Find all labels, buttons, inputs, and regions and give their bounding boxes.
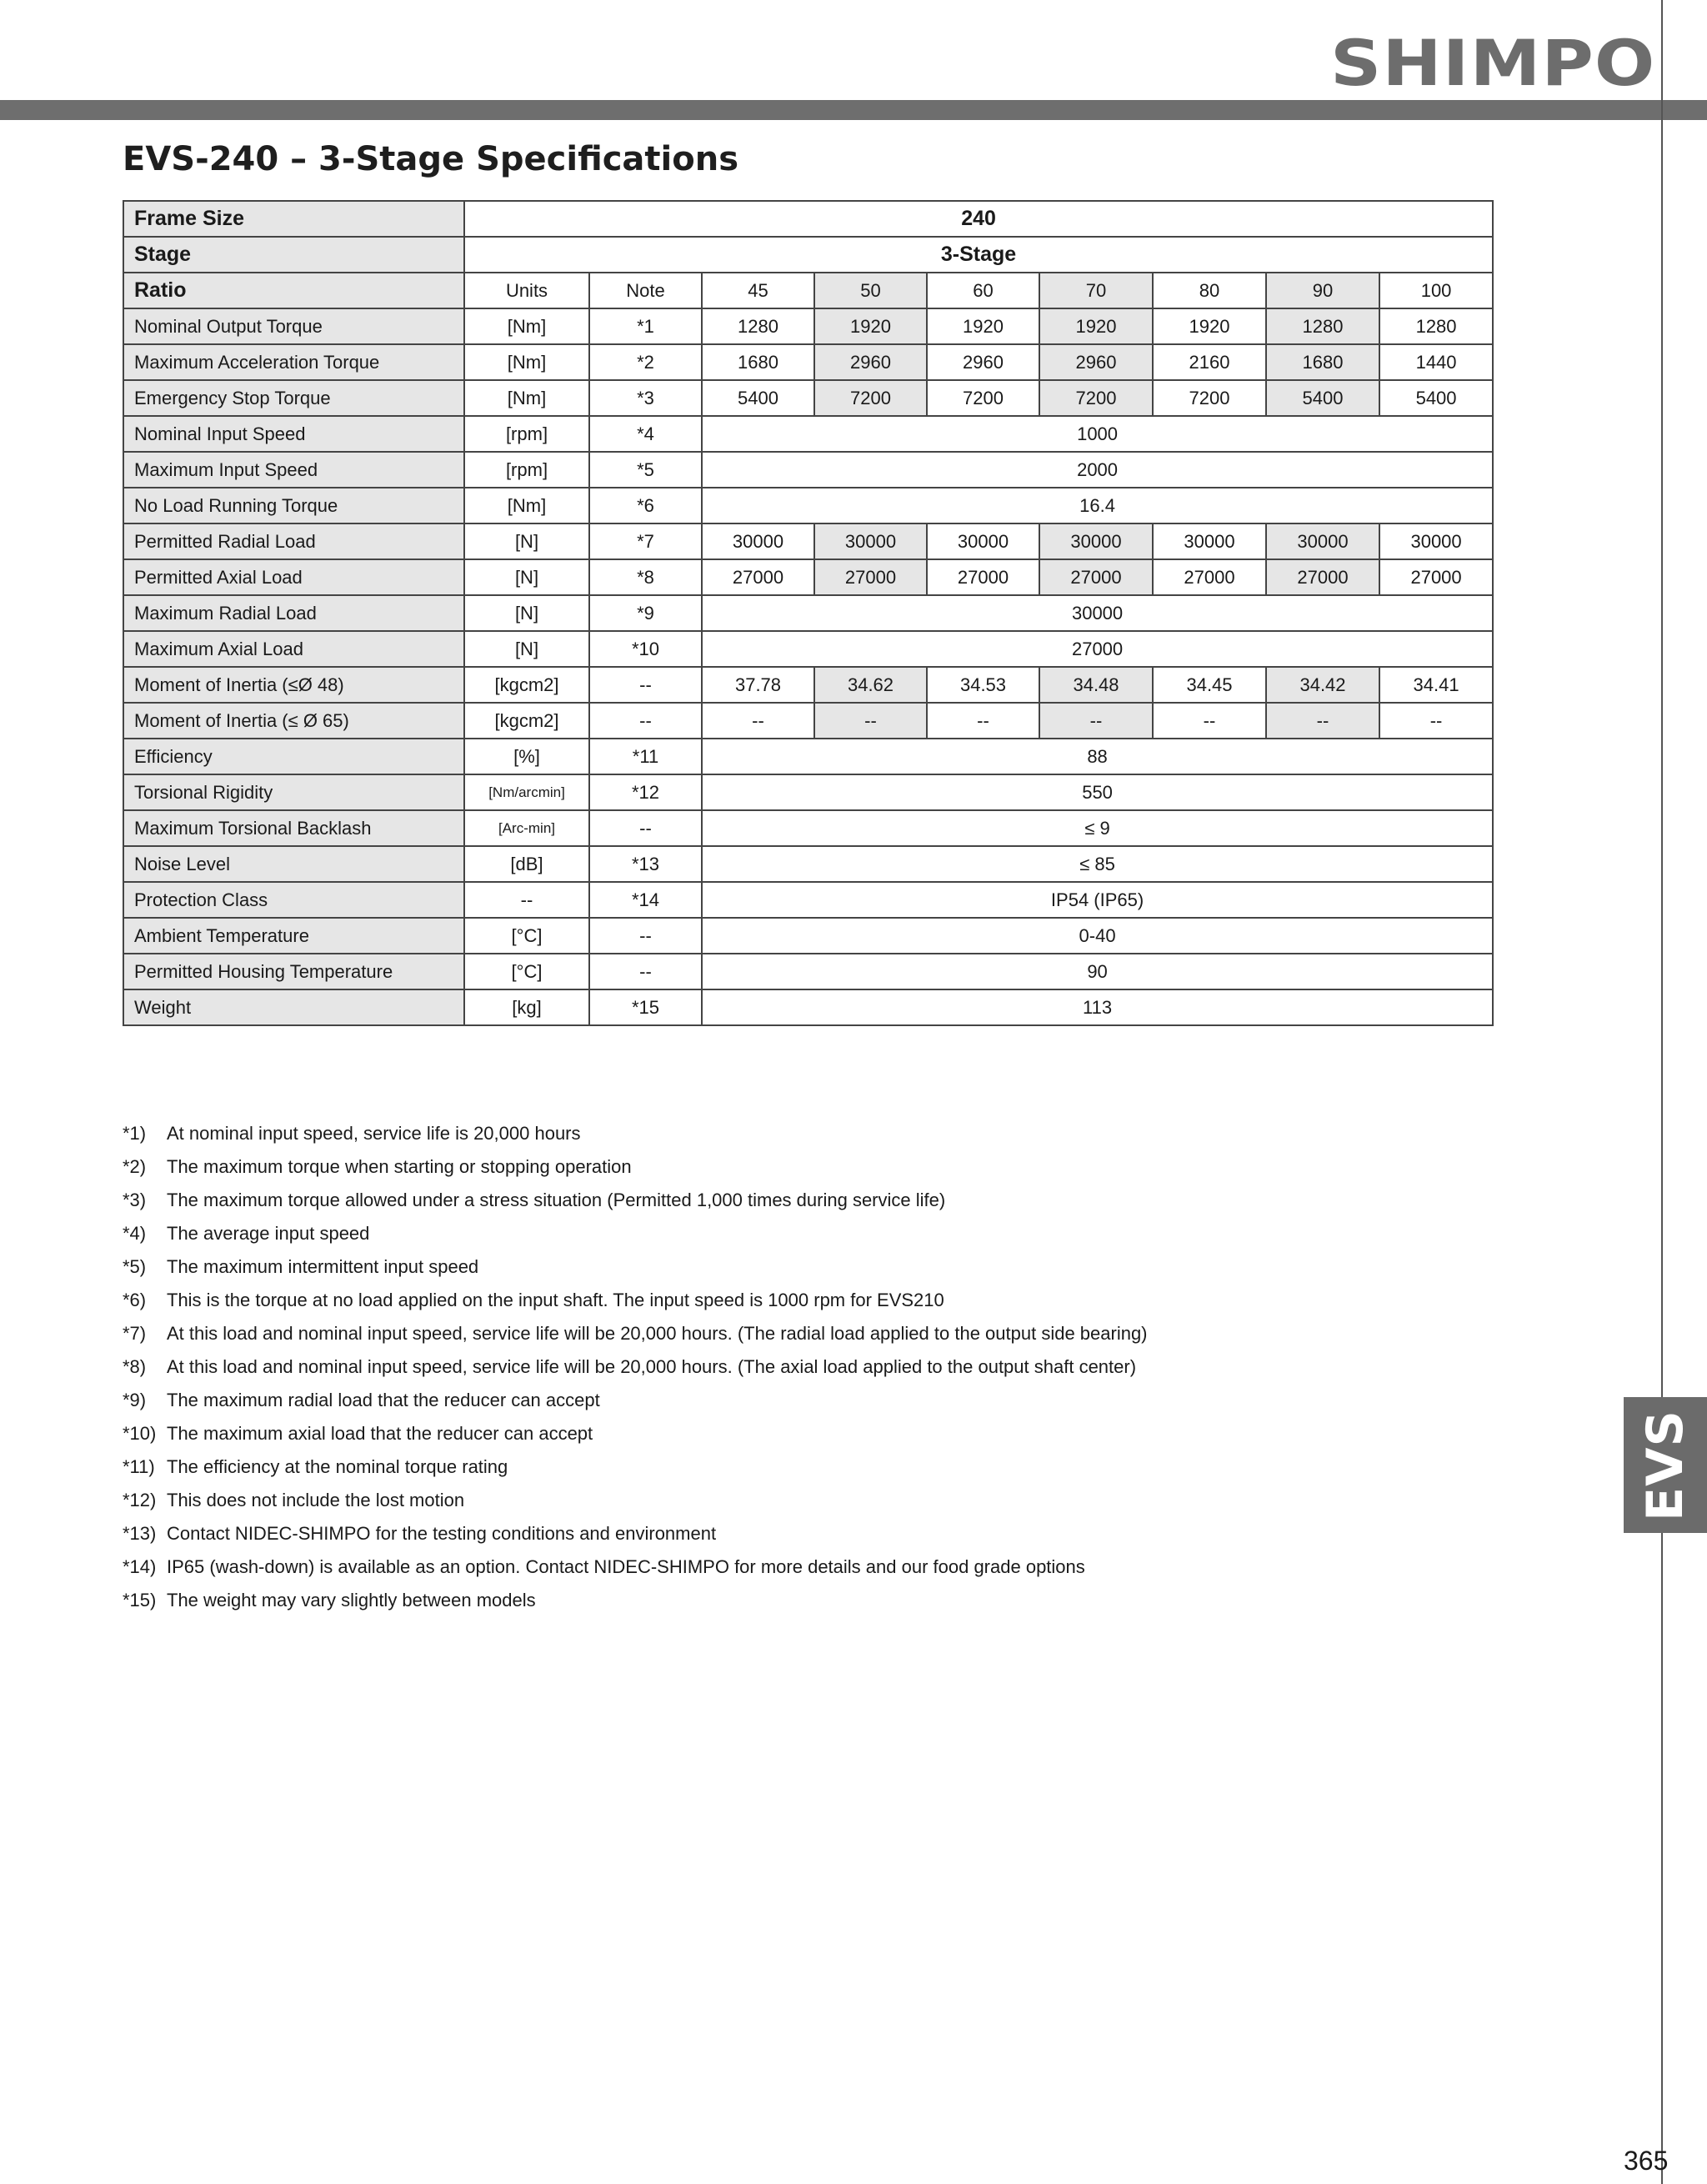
spec-row — [123, 667, 1493, 703]
footnote-text: At nominal input speed, service life is 20,000 hours — [167, 1123, 581, 1144]
side-tab-label: EVS — [1636, 1409, 1695, 1521]
footnote-text: At this load and nominal input speed, service life will be 20,000 hours. (The radial load applied to the output side bearing) — [167, 1323, 1148, 1344]
footnote-number: *13) — [123, 1523, 157, 1544]
ratio-value: 70 — [1039, 273, 1153, 308]
spec-value: 37.78 — [702, 667, 814, 703]
page-title: EVS-240 – 3-Stage Specifications — [123, 140, 739, 178]
spec-value: 1920 — [814, 308, 927, 344]
footnote — [123, 1484, 1148, 1517]
spec-label: Maximum Torsional Backlash — [123, 810, 464, 846]
spec-table — [123, 200, 1494, 1026]
spec-row — [123, 918, 1493, 954]
spec-value: 5400 — [1266, 380, 1379, 416]
spec-value: 30000 — [702, 523, 814, 559]
footnote-text: The maximum intermittent input speed — [167, 1256, 479, 1277]
spec-value: 5400 — [1379, 380, 1493, 416]
spec-label: Nominal Input Speed — [123, 416, 464, 452]
footnote-text: Contact NIDEC-SHIMPO for the testing conditions and environment — [167, 1523, 717, 1544]
spec-row — [123, 774, 1493, 810]
footnote-number: *8) — [123, 1356, 147, 1377]
spec-value: 7200 — [1039, 380, 1153, 416]
spec-value: 30000 — [1153, 523, 1266, 559]
ratio-label: Ratio — [123, 273, 464, 308]
spec-unit: [rpm] — [464, 416, 589, 452]
footnote-number: *15) — [123, 1590, 157, 1610]
spec-value: 30000 — [927, 523, 1039, 559]
spec-label: Maximum Axial Load — [123, 631, 464, 667]
spec-value: 2160 — [1153, 344, 1266, 380]
spec-value: 34.53 — [927, 667, 1039, 703]
spec-value: 30000 — [702, 595, 1493, 631]
spec-value: 1680 — [702, 344, 814, 380]
footnote-number: *3) — [123, 1190, 147, 1210]
spec-value: -- — [1153, 703, 1266, 739]
spec-value: 88 — [702, 739, 1493, 774]
footnote — [123, 1450, 1148, 1484]
spec-unit: [Nm/arcmin] — [464, 774, 589, 810]
spec-value: 2000 — [702, 452, 1493, 488]
spec-unit: [rpm] — [464, 452, 589, 488]
frame-size-label: Frame Size — [123, 201, 464, 237]
spec-value: 113 — [702, 989, 1493, 1025]
spec-note: *3 — [589, 380, 702, 416]
spec-note: *14 — [589, 882, 702, 918]
footnote — [123, 1350, 1148, 1384]
spec-note: *13 — [589, 846, 702, 882]
spec-value: IP54 (IP65) — [702, 882, 1493, 918]
spec-value: 1000 — [702, 416, 1493, 452]
spec-value: 27000 — [1153, 559, 1266, 595]
spec-value: 7200 — [1153, 380, 1266, 416]
spec-note: *11 — [589, 739, 702, 774]
side-tab-evs — [1624, 1397, 1707, 1533]
footnote — [123, 1217, 1148, 1250]
footnote-text: The average input speed — [167, 1223, 370, 1244]
spec-value: 27000 — [1266, 559, 1379, 595]
spec-unit: [°C] — [464, 918, 589, 954]
spec-value: 2960 — [1039, 344, 1153, 380]
spec-value: 1280 — [1379, 308, 1493, 344]
footnote-text: The maximum torque allowed under a stress situation (Permitted 1,000 times during service life) — [167, 1190, 946, 1210]
units-header: Units — [464, 273, 589, 308]
spec-value: 27000 — [1039, 559, 1153, 595]
footnote-text: The maximum axial load that the reducer can accept — [167, 1423, 593, 1444]
footnote — [123, 1417, 1148, 1450]
spec-unit: [kg] — [464, 989, 589, 1025]
footnote-text: IP65 (wash-down) is available as an option. Contact NIDEC-SHIMPO for more details and our food grade options — [167, 1556, 1085, 1577]
spec-value: 1440 — [1379, 344, 1493, 380]
spec-value: 1280 — [1266, 308, 1379, 344]
footnote-text: At this load and nominal input speed, service life will be 20,000 hours. (The axial load applied to the output shaft center) — [167, 1356, 1137, 1377]
spec-value: -- — [927, 703, 1039, 739]
shimpo-logo: SHIMPO — [1330, 26, 1656, 100]
spec-label: Maximum Radial Load — [123, 595, 464, 631]
spec-label: Nominal Output Torque — [123, 308, 464, 344]
spec-value: 0-40 — [702, 918, 1493, 954]
footnote-number: *1) — [123, 1123, 147, 1144]
spec-value: 27000 — [702, 631, 1493, 667]
footnote-number: *2) — [123, 1156, 147, 1177]
spec-value: 2960 — [927, 344, 1039, 380]
spec-note: -- — [589, 918, 702, 954]
spec-unit: [Nm] — [464, 344, 589, 380]
spec-value: 1680 — [1266, 344, 1379, 380]
spec-value: 7200 — [927, 380, 1039, 416]
right-margin-rule — [1661, 0, 1663, 2184]
footnote-number: *10) — [123, 1423, 157, 1444]
spec-value: 1920 — [927, 308, 1039, 344]
spec-label: Maximum Input Speed — [123, 452, 464, 488]
page-number: 365 — [1624, 2146, 1669, 2176]
footnote-number: *12) — [123, 1490, 157, 1510]
spec-note: -- — [589, 667, 702, 703]
footnote — [123, 1250, 1148, 1284]
spec-row — [123, 416, 1493, 452]
spec-value: 16.4 — [702, 488, 1493, 523]
spec-label: Ambient Temperature — [123, 918, 464, 954]
spec-value: 27000 — [702, 559, 814, 595]
spec-note: *1 — [589, 308, 702, 344]
stage-value: 3-Stage — [464, 237, 1493, 273]
footnote — [123, 1150, 1148, 1184]
spec-row — [123, 488, 1493, 523]
spec-value: 1920 — [1153, 308, 1266, 344]
spec-note: *7 — [589, 523, 702, 559]
spec-value: 27000 — [814, 559, 927, 595]
footnote-number: *5) — [123, 1256, 147, 1277]
spec-unit: [N] — [464, 595, 589, 631]
spec-value: 27000 — [927, 559, 1039, 595]
spec-row — [123, 954, 1493, 989]
footnote-text: This is the torque at no load applied on the input shaft. The input speed is 1000 rpm for EVS210 — [167, 1290, 944, 1310]
spec-value: 34.48 — [1039, 667, 1153, 703]
footnote — [123, 1117, 1148, 1150]
spec-note: *4 — [589, 416, 702, 452]
spec-unit: [Nm] — [464, 308, 589, 344]
spec-unit: [Nm] — [464, 380, 589, 416]
spec-row — [123, 631, 1493, 667]
footnote — [123, 1284, 1148, 1317]
footnote-number: *6) — [123, 1290, 147, 1310]
spec-note: -- — [589, 810, 702, 846]
footnote-number: *9) — [123, 1390, 147, 1410]
spec-value: 34.41 — [1379, 667, 1493, 703]
spec-value: 90 — [702, 954, 1493, 989]
spec-row — [123, 989, 1493, 1025]
spec-label: Efficiency — [123, 739, 464, 774]
spec-label: Moment of Inertia (≤Ø 48) — [123, 667, 464, 703]
spec-note: *12 — [589, 774, 702, 810]
spec-value: 7200 — [814, 380, 927, 416]
spec-unit: [N] — [464, 559, 589, 595]
note-header: Note — [589, 273, 702, 308]
spec-value: -- — [1039, 703, 1153, 739]
spec-row — [123, 882, 1493, 918]
spec-label: Weight — [123, 989, 464, 1025]
spec-note: *5 — [589, 452, 702, 488]
spec-note: *9 — [589, 595, 702, 631]
footnote-number: *14) — [123, 1556, 157, 1577]
ratio-value: 45 — [702, 273, 814, 308]
footnote — [123, 1317, 1148, 1350]
spec-row — [123, 308, 1493, 344]
spec-row — [123, 739, 1493, 774]
spec-unit: [dB] — [464, 846, 589, 882]
spec-value: 1920 — [1039, 308, 1153, 344]
spec-unit: [°C] — [464, 954, 589, 989]
spec-value: 1280 — [702, 308, 814, 344]
spec-value: ≤ 9 — [702, 810, 1493, 846]
frame-size-row — [123, 201, 1493, 237]
footnotes — [123, 1117, 1148, 1617]
spec-value: 34.45 — [1153, 667, 1266, 703]
ratio-row — [123, 273, 1493, 308]
stage-row — [123, 237, 1493, 273]
footnote-number: *4) — [123, 1223, 147, 1244]
spec-value: 2960 — [814, 344, 927, 380]
spec-label: Maximum Acceleration Torque — [123, 344, 464, 380]
spec-label: Emergency Stop Torque — [123, 380, 464, 416]
spec-row — [123, 344, 1493, 380]
footnote-text: The weight may vary slightly between models — [167, 1590, 536, 1610]
frame-size-value: 240 — [464, 201, 1493, 237]
spec-note: -- — [589, 703, 702, 739]
spec-label: Torsional Rigidity — [123, 774, 464, 810]
footnote — [123, 1384, 1148, 1417]
ratio-value: 90 — [1266, 273, 1379, 308]
spec-note: *15 — [589, 989, 702, 1025]
stage-label: Stage — [123, 237, 464, 273]
footnote-text: The efficiency at the nominal torque rating — [167, 1456, 508, 1477]
spec-note: *6 — [589, 488, 702, 523]
spec-value: 30000 — [814, 523, 927, 559]
spec-row — [123, 523, 1493, 559]
spec-row — [123, 595, 1493, 631]
spec-value: 27000 — [1379, 559, 1493, 595]
spec-value: 30000 — [1379, 523, 1493, 559]
spec-value: -- — [1266, 703, 1379, 739]
spec-note: -- — [589, 954, 702, 989]
spec-note: *10 — [589, 631, 702, 667]
spec-label: Permitted Housing Temperature — [123, 954, 464, 989]
spec-row — [123, 703, 1493, 739]
spec-row — [123, 846, 1493, 882]
spec-value: 550 — [702, 774, 1493, 810]
spec-note: *2 — [589, 344, 702, 380]
spec-value: -- — [1379, 703, 1493, 739]
spec-row — [123, 559, 1493, 595]
spec-unit: [Arc-min] — [464, 810, 589, 846]
ratio-value: 50 — [814, 273, 927, 308]
footnote-number: *11) — [123, 1456, 155, 1477]
footnote — [123, 1184, 1148, 1217]
spec-value: 30000 — [1039, 523, 1153, 559]
spec-row — [123, 452, 1493, 488]
spec-value: 30000 — [1266, 523, 1379, 559]
spec-value: -- — [814, 703, 927, 739]
spec-label: Moment of Inertia (≤ Ø 65) — [123, 703, 464, 739]
spec-unit: [N] — [464, 631, 589, 667]
ratio-value: 80 — [1153, 273, 1266, 308]
footnote-text: The maximum torque when starting or stopping operation — [167, 1156, 632, 1177]
spec-value: 5400 — [702, 380, 814, 416]
footnote — [123, 1550, 1148, 1584]
spec-label: No Load Running Torque — [123, 488, 464, 523]
footnote-text: The maximum radial load that the reducer can accept — [167, 1390, 600, 1410]
spec-unit: -- — [464, 882, 589, 918]
spec-value: ≤ 85 — [702, 846, 1493, 882]
footnote — [123, 1584, 1148, 1617]
spec-label: Noise Level — [123, 846, 464, 882]
spec-unit: [kgcm2] — [464, 703, 589, 739]
spec-value: 34.62 — [814, 667, 927, 703]
footnote-number: *7) — [123, 1323, 147, 1344]
ratio-value: 60 — [927, 273, 1039, 308]
spec-unit: [kgcm2] — [464, 667, 589, 703]
spec-value: -- — [702, 703, 814, 739]
spec-unit: [%] — [464, 739, 589, 774]
spec-label: Protection Class — [123, 882, 464, 918]
footnote-text: This does not include the lost motion — [167, 1490, 465, 1510]
spec-unit: [N] — [464, 523, 589, 559]
spec-row — [123, 380, 1493, 416]
spec-unit: [Nm] — [464, 488, 589, 523]
footnote — [123, 1517, 1148, 1550]
spec-row — [123, 810, 1493, 846]
spec-note: *8 — [589, 559, 702, 595]
spec-value: 34.42 — [1266, 667, 1379, 703]
spec-label: Permitted Radial Load — [123, 523, 464, 559]
spec-label: Permitted Axial Load — [123, 559, 464, 595]
header-bar — [0, 100, 1707, 120]
ratio-value: 100 — [1379, 273, 1493, 308]
